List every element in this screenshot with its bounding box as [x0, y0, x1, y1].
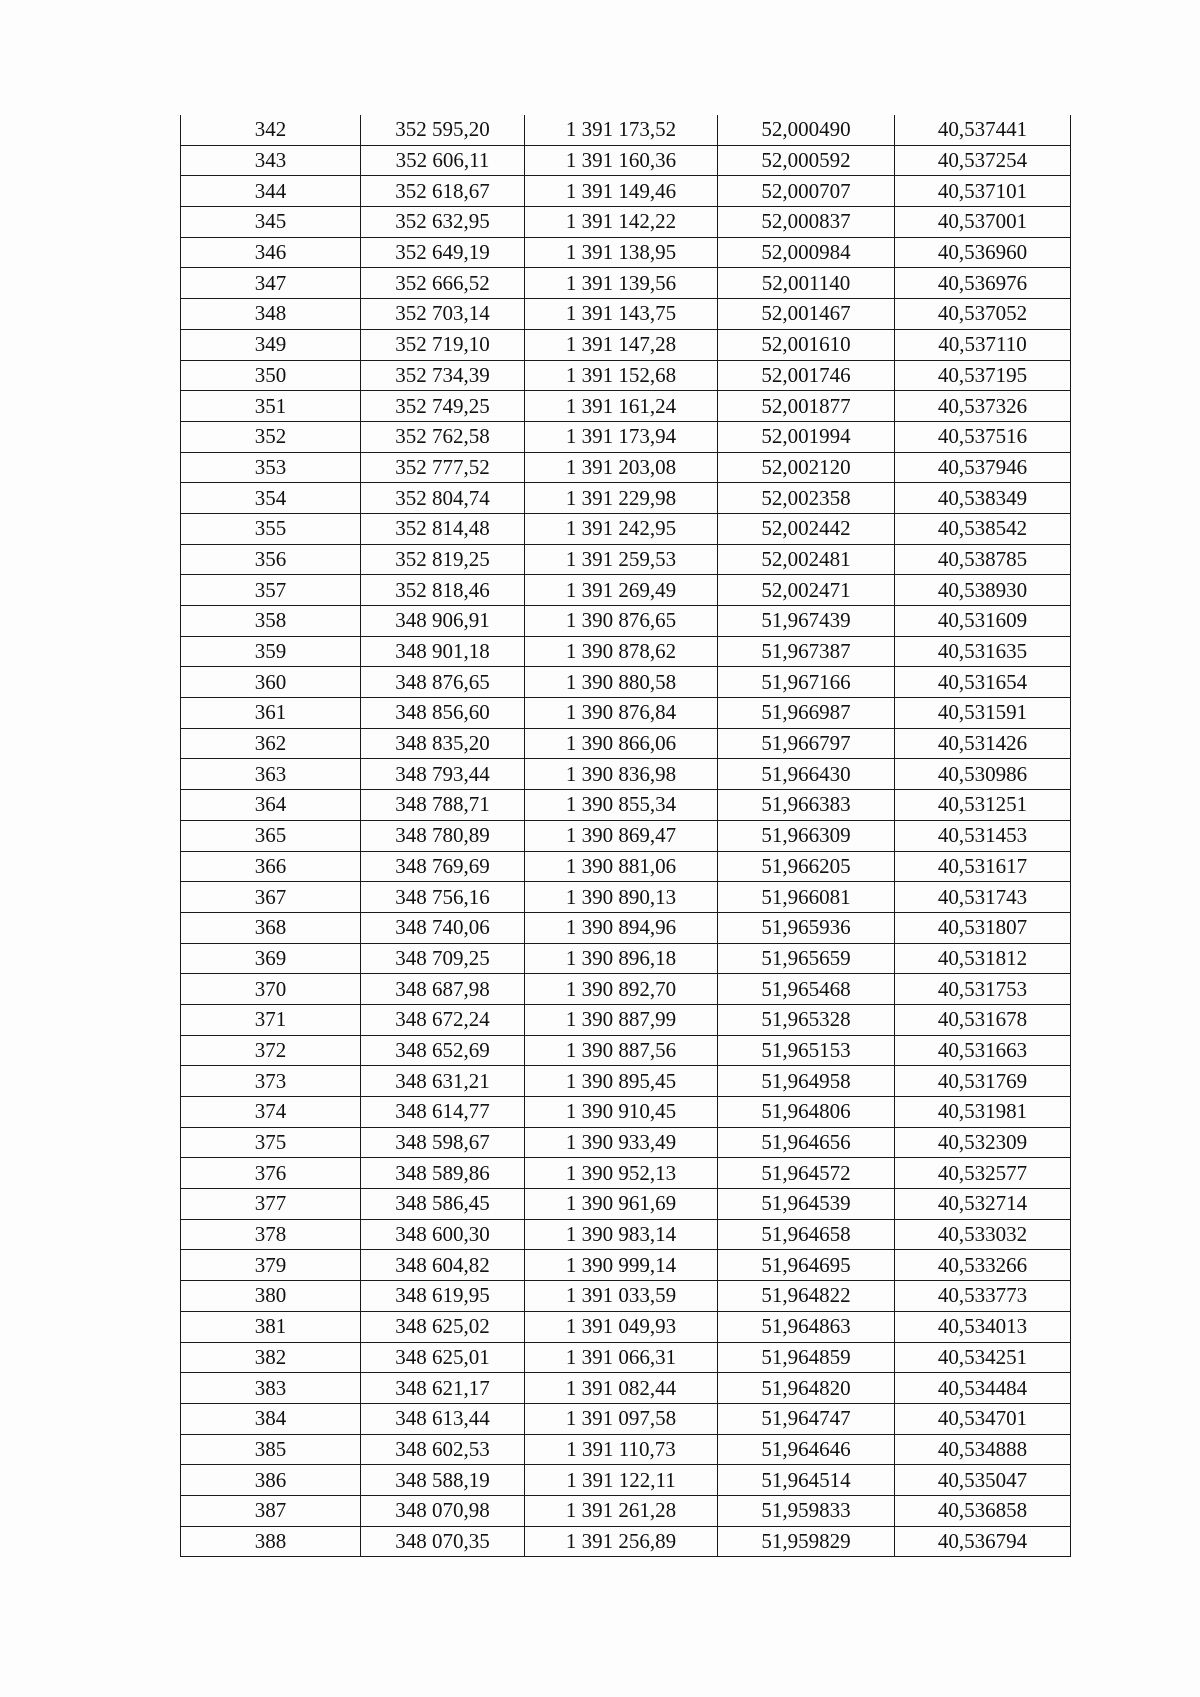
point-number-cell: 347 [181, 268, 361, 299]
latitude-cell: 51,964859 [718, 1342, 895, 1373]
y-coordinate-cell: 1 391 143,75 [525, 299, 718, 330]
point-number-cell: 379 [181, 1250, 361, 1281]
table-row [181, 360, 1071, 391]
x-coordinate-cell: 352 749,25 [361, 391, 525, 422]
longitude-cell: 40,537254 [895, 145, 1071, 176]
latitude-cell: 51,966309 [718, 820, 895, 851]
y-coordinate-cell: 1 390 896,18 [525, 943, 718, 974]
latitude-cell: 51,966081 [718, 882, 895, 913]
y-coordinate-cell: 1 391 138,95 [525, 237, 718, 268]
y-coordinate-cell: 1 390 869,47 [525, 820, 718, 851]
longitude-cell: 40,537195 [895, 360, 1071, 391]
longitude-cell: 40,535047 [895, 1465, 1071, 1496]
table-row [181, 636, 1071, 667]
y-coordinate-cell: 1 391 082,44 [525, 1373, 718, 1404]
longitude-cell: 40,537326 [895, 391, 1071, 422]
point-number-cell: 368 [181, 912, 361, 943]
coordinates-table [180, 115, 1071, 1557]
longitude-cell: 40,537110 [895, 329, 1071, 360]
y-coordinate-cell: 1 390 855,34 [525, 790, 718, 821]
table-row [181, 667, 1071, 698]
longitude-cell: 40,538930 [895, 575, 1071, 606]
point-number-cell: 363 [181, 759, 361, 790]
latitude-cell: 52,002471 [718, 575, 895, 606]
point-number-cell: 369 [181, 943, 361, 974]
y-coordinate-cell: 1 390 894,96 [525, 912, 718, 943]
x-coordinate-cell: 348 588,19 [361, 1465, 525, 1496]
longitude-cell: 40,531251 [895, 790, 1071, 821]
table-row [181, 1434, 1071, 1465]
point-number-cell: 362 [181, 728, 361, 759]
y-coordinate-cell: 1 391 147,28 [525, 329, 718, 360]
latitude-cell: 51,959829 [718, 1526, 895, 1557]
point-number-cell: 343 [181, 145, 361, 176]
y-coordinate-cell: 1 391 269,49 [525, 575, 718, 606]
table-row [181, 790, 1071, 821]
x-coordinate-cell: 348 070,98 [361, 1495, 525, 1526]
table-row [181, 1373, 1071, 1404]
x-coordinate-cell: 352 618,67 [361, 176, 525, 207]
y-coordinate-cell: 1 391 110,73 [525, 1434, 718, 1465]
point-number-cell: 364 [181, 790, 361, 821]
y-coordinate-cell: 1 390 880,58 [525, 667, 718, 698]
latitude-cell: 52,001746 [718, 360, 895, 391]
y-coordinate-cell: 1 390 933,49 [525, 1127, 718, 1158]
point-number-cell: 382 [181, 1342, 361, 1373]
x-coordinate-cell: 352 666,52 [361, 268, 525, 299]
point-number-cell: 374 [181, 1097, 361, 1128]
x-coordinate-cell: 348 780,89 [361, 820, 525, 851]
longitude-cell: 40,537101 [895, 176, 1071, 207]
y-coordinate-cell: 1 391 149,46 [525, 176, 718, 207]
y-coordinate-cell: 1 391 160,36 [525, 145, 718, 176]
y-coordinate-cell: 1 390 999,14 [525, 1250, 718, 1281]
x-coordinate-cell: 348 604,82 [361, 1250, 525, 1281]
y-coordinate-cell: 1 390 895,45 [525, 1066, 718, 1097]
y-coordinate-cell: 1 391 033,59 [525, 1281, 718, 1312]
x-coordinate-cell: 348 070,35 [361, 1526, 525, 1557]
table-row [181, 1403, 1071, 1434]
table-row [181, 606, 1071, 637]
y-coordinate-cell: 1 390 892,70 [525, 974, 718, 1005]
longitude-cell: 40,536858 [895, 1495, 1071, 1526]
x-coordinate-cell: 348 625,02 [361, 1311, 525, 1342]
point-number-cell: 367 [181, 882, 361, 913]
x-coordinate-cell: 348 793,44 [361, 759, 525, 790]
point-number-cell: 378 [181, 1219, 361, 1250]
y-coordinate-cell: 1 391 122,11 [525, 1465, 718, 1496]
point-number-cell: 381 [181, 1311, 361, 1342]
y-coordinate-cell: 1 390 836,98 [525, 759, 718, 790]
table-body [181, 115, 1071, 1557]
y-coordinate-cell: 1 391 259,53 [525, 544, 718, 575]
longitude-cell: 40,531678 [895, 1004, 1071, 1035]
table-row [181, 1189, 1071, 1220]
y-coordinate-cell: 1 391 229,98 [525, 483, 718, 514]
table-row [181, 1158, 1071, 1189]
table-row [181, 974, 1071, 1005]
point-number-cell: 385 [181, 1434, 361, 1465]
longitude-cell: 40,531812 [895, 943, 1071, 974]
x-coordinate-cell: 348 613,44 [361, 1403, 525, 1434]
x-coordinate-cell: 348 687,98 [361, 974, 525, 1005]
latitude-cell: 51,966205 [718, 851, 895, 882]
point-number-cell: 357 [181, 575, 361, 606]
table-row [181, 698, 1071, 729]
latitude-cell: 52,000707 [718, 176, 895, 207]
y-coordinate-cell: 1 391 097,58 [525, 1403, 718, 1434]
longitude-cell: 40,532714 [895, 1189, 1071, 1220]
latitude-cell: 51,966797 [718, 728, 895, 759]
y-coordinate-cell: 1 390 876,65 [525, 606, 718, 637]
y-coordinate-cell: 1 391 256,89 [525, 1526, 718, 1557]
latitude-cell: 52,002358 [718, 483, 895, 514]
latitude-cell: 51,964958 [718, 1066, 895, 1097]
x-coordinate-cell: 348 631,21 [361, 1066, 525, 1097]
table-row [181, 1097, 1071, 1128]
latitude-cell: 52,001467 [718, 299, 895, 330]
longitude-cell: 40,531753 [895, 974, 1071, 1005]
table-row [181, 329, 1071, 360]
latitude-cell: 51,964822 [718, 1281, 895, 1312]
point-number-cell: 354 [181, 483, 361, 514]
point-number-cell: 376 [181, 1158, 361, 1189]
latitude-cell: 51,964820 [718, 1373, 895, 1404]
longitude-cell: 40,538542 [895, 513, 1071, 544]
x-coordinate-cell: 348 856,60 [361, 698, 525, 729]
longitude-cell: 40,530986 [895, 759, 1071, 790]
y-coordinate-cell: 1 390 983,14 [525, 1219, 718, 1250]
longitude-cell: 40,534251 [895, 1342, 1071, 1373]
y-coordinate-cell: 1 391 049,93 [525, 1311, 718, 1342]
y-coordinate-cell: 1 391 161,24 [525, 391, 718, 422]
x-coordinate-cell: 352 703,14 [361, 299, 525, 330]
longitude-cell: 40,536960 [895, 237, 1071, 268]
latitude-cell: 51,964656 [718, 1127, 895, 1158]
latitude-cell: 52,001994 [718, 421, 895, 452]
longitude-cell: 40,532309 [895, 1127, 1071, 1158]
x-coordinate-cell: 348 589,86 [361, 1158, 525, 1189]
point-number-cell: 372 [181, 1035, 361, 1066]
latitude-cell: 51,964695 [718, 1250, 895, 1281]
longitude-cell: 40,537946 [895, 452, 1071, 483]
longitude-cell: 40,531617 [895, 851, 1071, 882]
point-number-cell: 359 [181, 636, 361, 667]
x-coordinate-cell: 352 649,19 [361, 237, 525, 268]
latitude-cell: 51,965328 [718, 1004, 895, 1035]
latitude-cell: 52,002481 [718, 544, 895, 575]
point-number-cell: 380 [181, 1281, 361, 1312]
x-coordinate-cell: 352 804,74 [361, 483, 525, 514]
longitude-cell: 40,538785 [895, 544, 1071, 575]
longitude-cell: 40,532577 [895, 1158, 1071, 1189]
y-coordinate-cell: 1 391 139,56 [525, 268, 718, 299]
latitude-cell: 52,000984 [718, 237, 895, 268]
table-row [181, 882, 1071, 913]
longitude-cell: 40,531663 [895, 1035, 1071, 1066]
y-coordinate-cell: 1 390 910,45 [525, 1097, 718, 1128]
latitude-cell: 51,964539 [718, 1189, 895, 1220]
table-row [181, 421, 1071, 452]
table-row [181, 391, 1071, 422]
x-coordinate-cell: 348 740,06 [361, 912, 525, 943]
table-row [181, 1004, 1071, 1035]
x-coordinate-cell: 352 762,58 [361, 421, 525, 452]
table-row [181, 544, 1071, 575]
table-row [181, 299, 1071, 330]
x-coordinate-cell: 348 901,18 [361, 636, 525, 667]
y-coordinate-cell: 1 390 887,56 [525, 1035, 718, 1066]
table-row [181, 1465, 1071, 1496]
latitude-cell: 51,959833 [718, 1495, 895, 1526]
latitude-cell: 52,001877 [718, 391, 895, 422]
table-row [181, 1281, 1071, 1312]
point-number-cell: 360 [181, 667, 361, 698]
point-number-cell: 344 [181, 176, 361, 207]
point-number-cell: 375 [181, 1127, 361, 1158]
x-coordinate-cell: 352 606,11 [361, 145, 525, 176]
point-number-cell: 351 [181, 391, 361, 422]
table-row [181, 268, 1071, 299]
longitude-cell: 40,531426 [895, 728, 1071, 759]
table-row [181, 943, 1071, 974]
longitude-cell: 40,534484 [895, 1373, 1071, 1404]
latitude-cell: 51,965153 [718, 1035, 895, 1066]
x-coordinate-cell: 352 632,95 [361, 207, 525, 238]
table-row [181, 1066, 1071, 1097]
latitude-cell: 51,964806 [718, 1097, 895, 1128]
longitude-cell: 40,531591 [895, 698, 1071, 729]
table-row [181, 1526, 1071, 1557]
table-row [181, 207, 1071, 238]
longitude-cell: 40,531635 [895, 636, 1071, 667]
longitude-cell: 40,534013 [895, 1311, 1071, 1342]
x-coordinate-cell: 348 652,69 [361, 1035, 525, 1066]
y-coordinate-cell: 1 390 887,99 [525, 1004, 718, 1035]
latitude-cell: 51,964747 [718, 1403, 895, 1434]
x-coordinate-cell: 348 598,67 [361, 1127, 525, 1158]
longitude-cell: 40,534701 [895, 1403, 1071, 1434]
y-coordinate-cell: 1 390 866,06 [525, 728, 718, 759]
longitude-cell: 40,531609 [895, 606, 1071, 637]
x-coordinate-cell: 352 818,46 [361, 575, 525, 606]
x-coordinate-cell: 348 602,53 [361, 1434, 525, 1465]
longitude-cell: 40,531981 [895, 1097, 1071, 1128]
y-coordinate-cell: 1 390 876,84 [525, 698, 718, 729]
table-row [181, 145, 1071, 176]
latitude-cell: 51,965936 [718, 912, 895, 943]
x-coordinate-cell: 348 769,69 [361, 851, 525, 882]
x-coordinate-cell: 348 672,24 [361, 1004, 525, 1035]
y-coordinate-cell: 1 390 878,62 [525, 636, 718, 667]
x-coordinate-cell: 352 777,52 [361, 452, 525, 483]
point-number-cell: 342 [181, 115, 361, 145]
point-number-cell: 387 [181, 1495, 361, 1526]
longitude-cell: 40,531453 [895, 820, 1071, 851]
y-coordinate-cell: 1 391 142,22 [525, 207, 718, 238]
point-number-cell: 353 [181, 452, 361, 483]
point-number-cell: 377 [181, 1189, 361, 1220]
latitude-cell: 51,965659 [718, 943, 895, 974]
table-row [181, 237, 1071, 268]
latitude-cell: 52,000592 [718, 145, 895, 176]
point-number-cell: 346 [181, 237, 361, 268]
longitude-cell: 40,534888 [895, 1434, 1071, 1465]
point-number-cell: 358 [181, 606, 361, 637]
latitude-cell: 51,964572 [718, 1158, 895, 1189]
point-number-cell: 348 [181, 299, 361, 330]
x-coordinate-cell: 352 595,20 [361, 115, 525, 145]
table-row [181, 1342, 1071, 1373]
longitude-cell: 40,537001 [895, 207, 1071, 238]
y-coordinate-cell: 1 390 890,13 [525, 882, 718, 913]
point-number-cell: 371 [181, 1004, 361, 1035]
table-row [181, 912, 1071, 943]
point-number-cell: 356 [181, 544, 361, 575]
x-coordinate-cell: 348 600,30 [361, 1219, 525, 1250]
table-row [181, 1219, 1071, 1250]
point-number-cell: 365 [181, 820, 361, 851]
x-coordinate-cell: 348 756,16 [361, 882, 525, 913]
latitude-cell: 51,964514 [718, 1465, 895, 1496]
table-row [181, 1127, 1071, 1158]
table-row [181, 1035, 1071, 1066]
table-row [181, 851, 1071, 882]
table-row [181, 759, 1071, 790]
y-coordinate-cell: 1 391 242,95 [525, 513, 718, 544]
point-number-cell: 384 [181, 1403, 361, 1434]
x-coordinate-cell: 348 621,17 [361, 1373, 525, 1404]
y-coordinate-cell: 1 390 881,06 [525, 851, 718, 882]
latitude-cell: 51,966383 [718, 790, 895, 821]
point-number-cell: 355 [181, 513, 361, 544]
table-row [181, 728, 1071, 759]
point-number-cell: 373 [181, 1066, 361, 1097]
y-coordinate-cell: 1 391 173,94 [525, 421, 718, 452]
x-coordinate-cell: 352 814,48 [361, 513, 525, 544]
point-number-cell: 366 [181, 851, 361, 882]
x-coordinate-cell: 348 835,20 [361, 728, 525, 759]
x-coordinate-cell: 348 876,65 [361, 667, 525, 698]
table-row [181, 452, 1071, 483]
longitude-cell: 40,536976 [895, 268, 1071, 299]
longitude-cell: 40,537052 [895, 299, 1071, 330]
longitude-cell: 40,538349 [895, 483, 1071, 514]
point-number-cell: 386 [181, 1465, 361, 1496]
longitude-cell: 40,533773 [895, 1281, 1071, 1312]
latitude-cell: 51,966987 [718, 698, 895, 729]
table-row [181, 513, 1071, 544]
longitude-cell: 40,533032 [895, 1219, 1071, 1250]
x-coordinate-cell: 352 734,39 [361, 360, 525, 391]
longitude-cell: 40,531654 [895, 667, 1071, 698]
x-coordinate-cell: 352 819,25 [361, 544, 525, 575]
x-coordinate-cell: 348 709,25 [361, 943, 525, 974]
y-coordinate-cell: 1 391 066,31 [525, 1342, 718, 1373]
point-number-cell: 388 [181, 1526, 361, 1557]
y-coordinate-cell: 1 390 961,69 [525, 1189, 718, 1220]
longitude-cell: 40,533266 [895, 1250, 1071, 1281]
longitude-cell: 40,531743 [895, 882, 1071, 913]
x-coordinate-cell: 348 619,95 [361, 1281, 525, 1312]
point-number-cell: 350 [181, 360, 361, 391]
table-row [181, 575, 1071, 606]
latitude-cell: 51,964646 [718, 1434, 895, 1465]
y-coordinate-cell: 1 391 173,52 [525, 115, 718, 145]
latitude-cell: 51,967387 [718, 636, 895, 667]
table-row [181, 1250, 1071, 1281]
longitude-cell: 40,537516 [895, 421, 1071, 452]
latitude-cell: 51,966430 [718, 759, 895, 790]
longitude-cell: 40,537441 [895, 115, 1071, 145]
x-coordinate-cell: 348 614,77 [361, 1097, 525, 1128]
table-row [181, 1495, 1071, 1526]
x-coordinate-cell: 352 719,10 [361, 329, 525, 360]
latitude-cell: 52,002442 [718, 513, 895, 544]
latitude-cell: 52,002120 [718, 452, 895, 483]
y-coordinate-cell: 1 391 261,28 [525, 1495, 718, 1526]
latitude-cell: 52,001140 [718, 268, 895, 299]
latitude-cell: 51,964658 [718, 1219, 895, 1250]
table-row [181, 483, 1071, 514]
point-number-cell: 370 [181, 974, 361, 1005]
table-row [181, 1311, 1071, 1342]
latitude-cell: 52,000837 [718, 207, 895, 238]
longitude-cell: 40,536794 [895, 1526, 1071, 1557]
table-row [181, 115, 1071, 145]
longitude-cell: 40,531807 [895, 912, 1071, 943]
latitude-cell: 51,965468 [718, 974, 895, 1005]
longitude-cell: 40,531769 [895, 1066, 1071, 1097]
latitude-cell: 52,001610 [718, 329, 895, 360]
point-number-cell: 349 [181, 329, 361, 360]
point-number-cell: 383 [181, 1373, 361, 1404]
table-row [181, 176, 1071, 207]
x-coordinate-cell: 348 625,01 [361, 1342, 525, 1373]
y-coordinate-cell: 1 390 952,13 [525, 1158, 718, 1189]
table-row [181, 820, 1071, 851]
point-number-cell: 352 [181, 421, 361, 452]
x-coordinate-cell: 348 788,71 [361, 790, 525, 821]
y-coordinate-cell: 1 391 203,08 [525, 452, 718, 483]
point-number-cell: 345 [181, 207, 361, 238]
x-coordinate-cell: 348 586,45 [361, 1189, 525, 1220]
latitude-cell: 51,967439 [718, 606, 895, 637]
point-number-cell: 361 [181, 698, 361, 729]
latitude-cell: 52,000490 [718, 115, 895, 145]
y-coordinate-cell: 1 391 152,68 [525, 360, 718, 391]
latitude-cell: 51,964863 [718, 1311, 895, 1342]
latitude-cell: 51,967166 [718, 667, 895, 698]
x-coordinate-cell: 348 906,91 [361, 606, 525, 637]
